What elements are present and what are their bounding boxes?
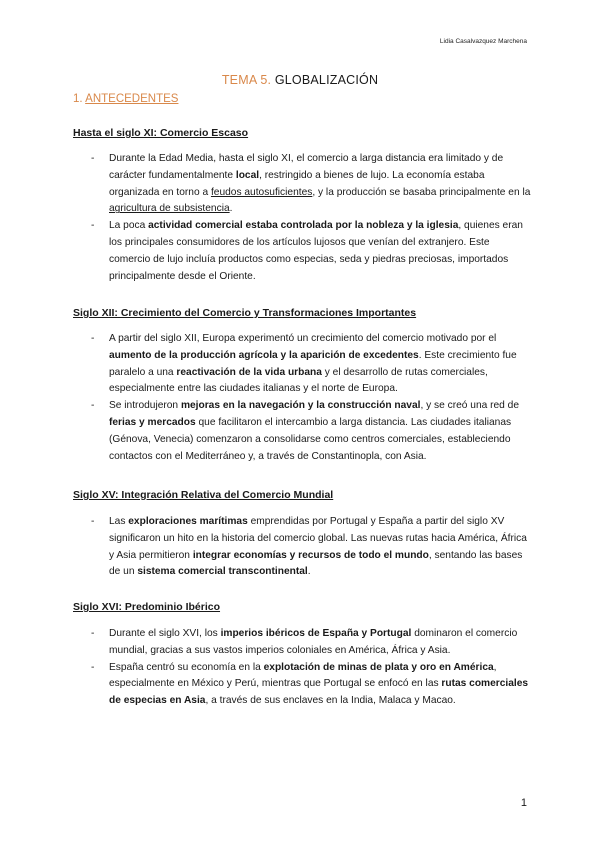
section-label: ANTECEDENTES — [85, 93, 179, 105]
bullet-list — [91, 151, 531, 285]
list-item: - Durante la Edad Media, hasta el siglo XI, el comercio a larga distancia era limitado y de carácter fundamentalmente local, restringido a bienes de lujo. La economía estaba organizada en torno a feudos autosuficientes, y la producción se basaba principalmente en la agricultura de subsistencia. — [91, 153, 531, 215]
list-item: - Se introdujeron mejoras en la navegación y la construcción naval, y se creó una red de ferias y mercados que facilitaron el intercambio a larga distancia. Las ciudades italianas (Génova, Venecia) comenzaron a consolidarse como centros comerciales, estableciendo contactos con el Mediterráneo y, a través de Constantinopla, con Asia. — [91, 400, 519, 462]
page-number: 1 — [520, 797, 527, 809]
subsection-title: Hasta el siglo XI: Comercio Escaso — [73, 127, 249, 139]
list-item: - A partir del siglo XII, Europa experimentó un crecimiento del comercio motivado por el aumento de la producción agrícola y la aparición de excedentes. Este crecimiento fue paralelo a una reactivación de la vida urbana y el desarrollo de rutas comerciales, especialmente entre las ciudades italianas y el norte de Europa. — [91, 333, 517, 395]
list-item: - Durante el siglo XVI, los imperios ibéricos de España y Portugal dominaron el comercio mundial, gracias a sus vastos imperios coloniales en América, África y Asia. — [91, 628, 518, 656]
subsection-title: Siglo XV: Integración Relativa del Comercio Mundial — [73, 489, 334, 501]
list-item: - La poca actividad comercial estaba controlada por la nobleza y la iglesia, quienes eran los principales consumidores de los artículos lujosos que venían del extranjero. Este comercio de lujo incluía productos como especias, seda y piedras preciosas, importados principalmente desde el Oriente. — [91, 220, 523, 282]
bullet-list — [91, 514, 531, 581]
subsection-title: Siglo XII: Crecimiento del Comercio y Transformaciones Importantes — [73, 307, 417, 319]
title-topic-number: TEMA 5. — [221, 73, 272, 87]
title-topic-name: GLOBALIZACIÓN — [271, 73, 379, 87]
bullet-list — [91, 626, 531, 710]
list-item: - Las exploraciones marítimas emprendidas por Portugal y España a partir del siglo XV significaron un hito en la historia del comercio global. Las nuevas rutas hacia América, África y Asia permitieron integrar economías y recursos de todo el mundo, sentando las bases de un sistema comercial transcontinental. — [91, 516, 527, 578]
section-number: 1. — [73, 93, 86, 105]
section-heading-antecedentes — [73, 93, 178, 105]
author-name: Lidia Casalvazquez Marchena — [439, 38, 527, 45]
page-title — [0, 73, 600, 87]
list-item: - España centró su economía en la explotación de minas de plata y oro en América, especialmente en México y Perú, mientras que Portugal se enfocó en las rutas comerciales de especias en Asia, a través de sus enclaves en la India, Malaca y Macao. — [91, 661, 529, 707]
subsection-title: Siglo XVI: Predominio Ibérico — [73, 601, 221, 613]
bullet-list — [91, 331, 531, 465]
